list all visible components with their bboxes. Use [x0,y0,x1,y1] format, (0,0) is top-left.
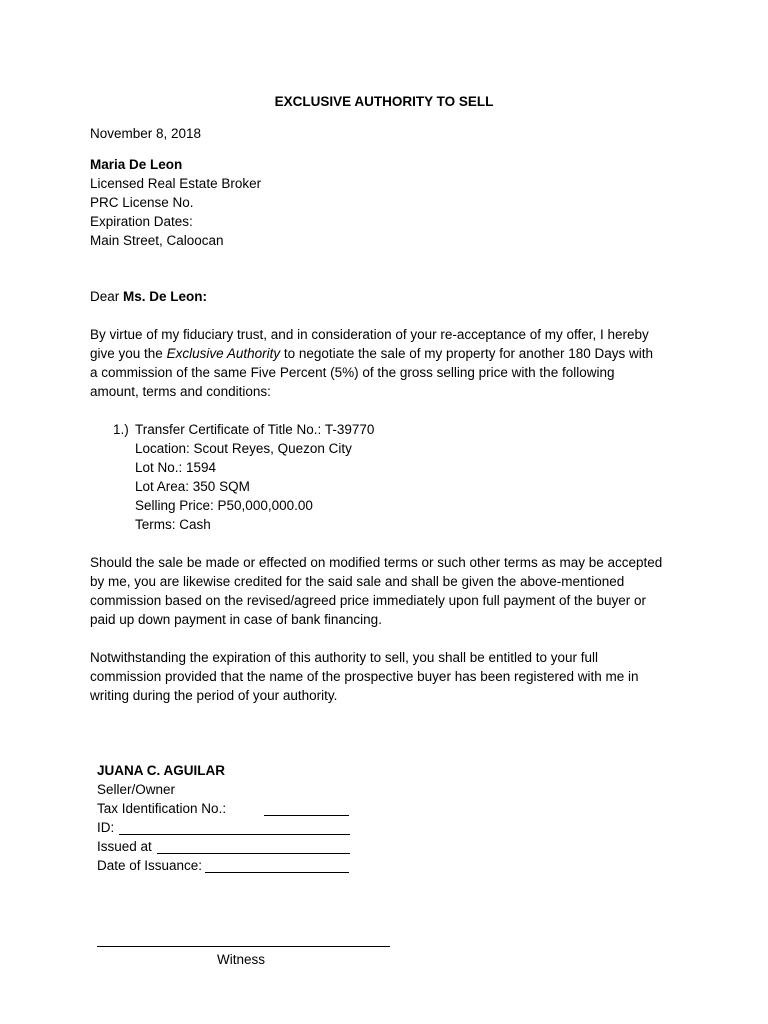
date-of-issuance-line [205,872,349,873]
intro-line-2 [90,344,690,363]
recipient-name: Maria De Leon [90,157,183,172]
intro-line-3: a commission of the same Five Percent (5%) of the gross selling price with the following [90,365,615,380]
intro-line-2a: give you the [90,346,167,361]
para2-line-1: Should the sale be made or effected on modified terms or such other terms as may be accepted [90,555,663,570]
id-label: ID: [97,820,115,835]
salutation-prefix: Dear [90,289,124,304]
recipient-address: Main Street, Caloocan [90,233,224,248]
recipient-license: PRC License No. [90,195,194,210]
tin-label: Tax Identification No.: [97,801,227,816]
para3-line-3: writing during the period of your authority. [90,688,338,703]
letter-date: November 8, 2018 [90,126,202,141]
property-lot-area: Lot Area: 350 SQM [135,479,250,494]
id-line [119,834,350,835]
tin-line [264,815,349,816]
seller-name: JUANA C. AGUILAR [97,763,225,778]
date-of-issuance-label: Date of Issuance: [97,858,203,873]
salutation-name: Ms. De Leon: [123,289,208,304]
para3-line-1: Notwithstanding the expiration of this authority to sell, you shall be entitled to your full [90,650,599,665]
para3-line-2: commission provided that the name of the prospective buyer has been registered with me in [90,669,639,684]
modified-terms-paragraph [90,553,690,629]
para2-line-3: commission based on the revised/agreed price immediately upon full payment of the buyer or [90,593,647,608]
recipient-title: Licensed Real Estate Broker [90,176,262,191]
witness-label: Witness [217,952,266,967]
issued-at-line [157,853,350,854]
exclusive-authority-term: Exclusive Authority [166,346,281,361]
recipient-expiration: Expiration Dates: [90,214,193,229]
witness-signature-line [97,946,390,947]
property-terms: Terms: Cash [135,517,211,532]
intro-line-1: By virtue of my fiduciary trust, and in consideration of your re-acceptance of my offer, I hereby [90,327,649,342]
property-lot-no: Lot No.: 1594 [135,460,217,475]
document-title: EXCLUSIVE AUTHORITY TO SELL [274,94,494,109]
para2-line-4: paid up down payment in case of bank financing. [90,612,382,627]
property-price: Selling Price: P50,000,000.00 [135,498,313,513]
expiration-paragraph [90,648,690,705]
property-list-number: 1.) [113,422,129,437]
intro-line-4: amount, terms and conditions: [90,384,271,399]
property-tct: Transfer Certificate of Title No.: T-39770 [135,422,375,437]
salutation [90,287,207,306]
property-location: Location: Scout Reyes, Quezon City [135,441,352,456]
seller-role: Seller/Owner [97,782,176,797]
intro-line-2c: to negotiate the sale of my property for another 180 Days with [280,346,654,361]
intro-paragraph [90,325,690,401]
issued-at-label: Issued at [97,839,152,854]
para2-line-2: by me, you are likewise credited for the said sale and shall be given the above-mentioned [90,574,625,589]
